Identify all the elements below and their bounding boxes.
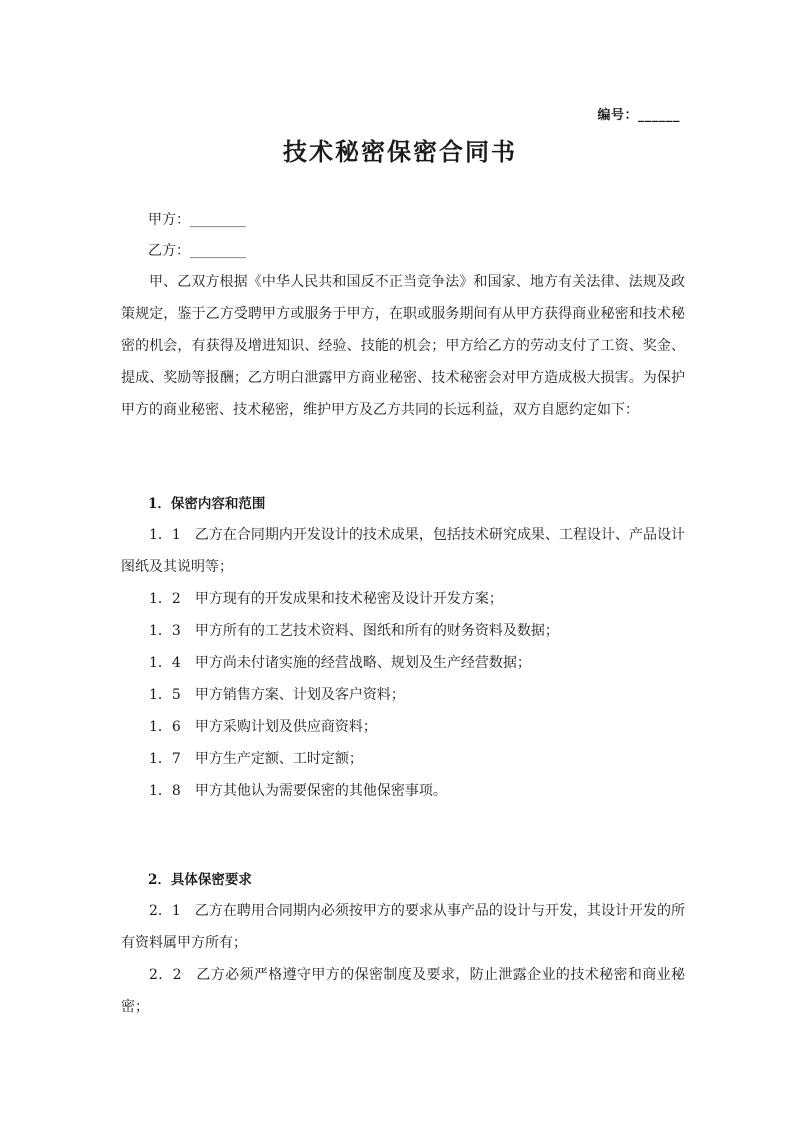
- preamble-paragraph: 甲、乙双方根据《中华人民共和国反不正当竞争法》和国家、地方有关法律、法规及政策规定，鉴于乙方受聘甲方或服务于甲方，在职或服务期间有从甲方获得商业秘密和技术秘密的机会，有获得及增进知识、经验、技能的机会；甲方给乙方的劳动支付了工资、奖金、提成、奖励等报酬；乙方明白泄露甲方商业秘密、技术秘密会对甲方造成极大损害。为保护甲方的商业秘密、技术秘密，维护甲方及乙方共同的长远利益，双方自愿约定如下：: [121, 274, 685, 418]
- list-item: 1．1 乙方在合同期内开发设计的技术成果，包括技术研究成果、工程设计、产品设计图纸及其说明等；: [121, 527, 685, 575]
- list-item: 1．3 甲方所有的工艺技术资料、图纸和所有的财务资料及数据；: [149, 623, 559, 639]
- section-2-list: [121, 895, 685, 1023]
- list-item: 1．6 甲方采购计划及供应商资料；: [149, 719, 377, 735]
- list-item: 1．4 甲方尚未付诸实施的经营战略、规划及生产经营数据；: [149, 655, 531, 671]
- list-item: 1．8 甲方其他认为需要保密的其他保密事项。: [149, 783, 447, 799]
- party-a-line: 甲方：________: [148, 212, 246, 228]
- section-1-list: [121, 519, 685, 807]
- document-title: 技术秘密保密合同书: [283, 137, 517, 166]
- list-item: 2．1 乙方在聘用合同期内必须按甲方的要求从事产品的设计与开发，其设计开发的所有资料属甲方所有；: [121, 903, 685, 951]
- party-b-line: 乙方：________: [148, 243, 246, 259]
- list-item: 1．5 甲方销售方案、计划及客户资料；: [149, 687, 405, 703]
- list-item: 1．2 甲方现有的开发成果和技术秘密及设计开发方案；: [149, 591, 503, 607]
- section-1-heading: 1．保密内容和范围: [148, 496, 266, 512]
- document-number: 编号：______: [597, 108, 680, 123]
- preamble: [121, 266, 685, 426]
- section-2-heading: 2．具体保密要求: [148, 872, 252, 888]
- list-item: 1．7 甲方生产定额、工时定额；: [149, 751, 363, 767]
- list-item: 2．2 乙方必须严格遵守甲方的保密制度及要求，防止泄露企业的技术秘密和商业秘密；: [121, 967, 685, 1015]
